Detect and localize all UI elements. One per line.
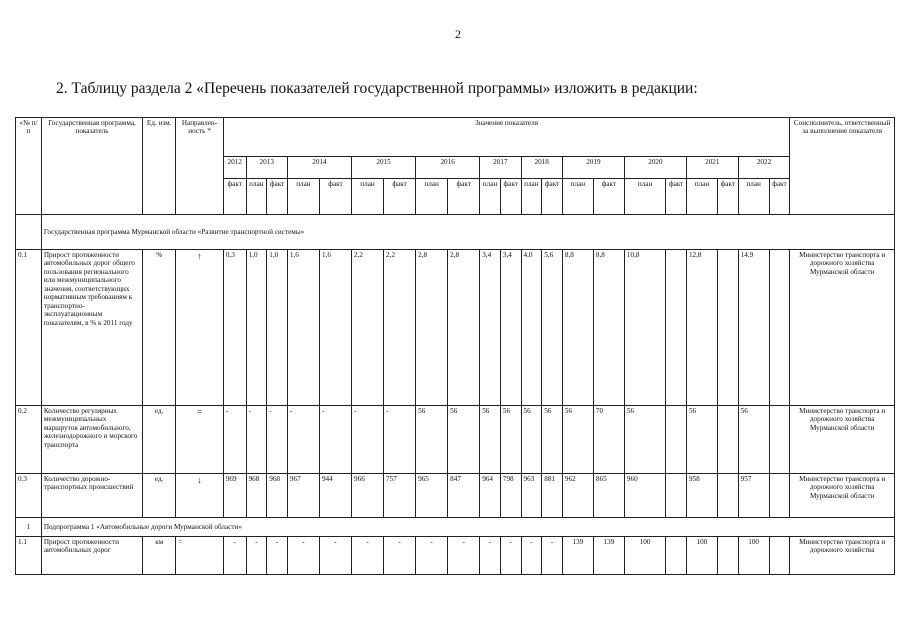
row-executor: Министерство транспорта и дорожного хозяйства Мурманской области (790, 250, 895, 406)
value-cell: 100 (738, 537, 769, 575)
subcol-cell: план (562, 179, 593, 215)
value-cell: 1,0 (267, 250, 288, 406)
row-num: 0.3 (16, 474, 42, 518)
value-cell: - (246, 406, 267, 474)
value-cell: 2,8 (416, 250, 448, 406)
header-program: Государственная программа, показатель (41, 118, 142, 215)
row-num: 0.1 (16, 250, 42, 406)
header-direction: Направлен-ность * (176, 118, 224, 215)
value-cell: - (287, 537, 319, 575)
page-number: 2 (455, 27, 461, 41)
value-cell: - (480, 537, 501, 575)
value-cell: - (223, 537, 246, 575)
value-cell: - (246, 537, 267, 575)
value-cell (769, 474, 790, 518)
value-cell: 960 (624, 474, 665, 518)
value-cell: - (223, 406, 246, 474)
table-row (16, 406, 895, 474)
value-cell: - (267, 537, 288, 575)
header-value-group: Значение показателя (223, 118, 790, 157)
year-cell: 2013 (246, 157, 287, 179)
value-cell: 2,8 (448, 250, 480, 406)
value-cell: 847 (448, 474, 480, 518)
subcol-cell: план (624, 179, 665, 215)
value-cell: 965 (416, 474, 448, 518)
year-cell: 2022 (738, 157, 790, 179)
subcol-cell: факт (267, 179, 288, 215)
value-cell (666, 250, 687, 406)
subcol-cell: факт (593, 179, 624, 215)
value-cell: - (384, 537, 416, 575)
value-cell: - (352, 406, 384, 474)
value-cell: 1,6 (319, 250, 351, 406)
row-unit: ед. (143, 406, 176, 474)
year-cell: 2020 (624, 157, 686, 179)
subcol-cell: план (287, 179, 319, 215)
row-unit: км (143, 537, 176, 575)
value-cell: 14,9 (738, 250, 769, 406)
row-direction: = (176, 537, 224, 575)
value-cell: - (384, 406, 416, 474)
value-cell: - (448, 537, 480, 575)
value-cell: 56 (521, 406, 542, 474)
value-cell: 3,4 (500, 250, 521, 406)
value-cell: 12,8 (686, 250, 717, 406)
value-cell: 3,4 (480, 250, 501, 406)
row-executor: Министерство транспорта и дорожного хозяйства Мурманской области (790, 406, 895, 474)
row-name: Прирост протяженности автомобильных дорог общего пользования регионального или межмуниципального значения, соответствующих нормативным требованиям к транспортно-эксплуатационным показателям, в % к 2011 году (41, 250, 142, 406)
header-num: «№ п/п (16, 118, 42, 215)
value-cell: 8,8 (562, 250, 593, 406)
value-cell: 139 (593, 537, 624, 575)
value-cell: 70 (593, 406, 624, 474)
subcol-cell: факт (717, 179, 738, 215)
value-cell: 56 (416, 406, 448, 474)
value-cell: 1,0 (246, 250, 267, 406)
year-cell: 2018 (521, 157, 562, 179)
header-executor: Соисполнитель, ответственный за выполнение показателя (790, 118, 895, 215)
value-cell (666, 406, 687, 474)
table-row (16, 474, 895, 518)
table-row (16, 537, 895, 575)
value-cell: 56 (500, 406, 521, 474)
value-cell (666, 474, 687, 518)
indicators-table (15, 117, 895, 575)
value-cell: 8,8 (593, 250, 624, 406)
subcol-cell: факт (448, 179, 480, 215)
header-unit: Ед. изм. (143, 118, 176, 215)
year-cell: 2015 (352, 157, 416, 179)
value-cell: 100 (686, 537, 717, 575)
section-heading: 2. Таблицу раздела 2 «Перечень показателей государственной программы» изложить в редакции: (56, 80, 698, 97)
value-cell: 865 (593, 474, 624, 518)
row-executor: Министерство транспорта и дорожного хозяйства (790, 537, 895, 575)
row-unit: ед. (143, 474, 176, 518)
value-cell (666, 537, 687, 575)
row-direction: ↓ (176, 474, 224, 518)
value-cell (769, 406, 790, 474)
value-cell (717, 474, 738, 518)
value-cell: - (267, 406, 288, 474)
row-num: 0.2 (16, 406, 42, 474)
value-cell: 757 (384, 474, 416, 518)
row-direction: = (176, 406, 224, 474)
value-cell: 56 (686, 406, 717, 474)
year-cell: 2019 (562, 157, 624, 179)
value-cell: 966 (352, 474, 384, 518)
row-unit: % (143, 250, 176, 406)
subcol-cell: факт (384, 179, 416, 215)
subcol-cell: факт (500, 179, 521, 215)
value-cell: 139 (562, 537, 593, 575)
value-cell: 2,2 (352, 250, 384, 406)
subcol-cell: план (246, 179, 267, 215)
value-cell (717, 537, 738, 575)
row-name: Количество дорожно-транспортных происшествий (41, 474, 142, 518)
subcol-cell: план (352, 179, 384, 215)
value-cell: 967 (287, 474, 319, 518)
value-cell: 56 (448, 406, 480, 474)
value-cell: - (319, 537, 351, 575)
subprogram-num: 1 (16, 518, 42, 537)
value-cell: 798 (500, 474, 521, 518)
value-cell: - (352, 537, 384, 575)
subcol-cell: факт (542, 179, 563, 215)
value-cell: 100 (624, 537, 665, 575)
year-cell: 2014 (287, 157, 351, 179)
subcol-cell: план (480, 179, 501, 215)
value-cell: - (542, 537, 563, 575)
value-cell: 968 (267, 474, 288, 518)
value-cell (717, 406, 738, 474)
value-cell: 56 (738, 406, 769, 474)
row-num: 1.1 (16, 537, 42, 575)
value-cell (769, 537, 790, 575)
value-cell: 56 (562, 406, 593, 474)
value-cell: 2,2 (384, 250, 416, 406)
row-direction: ↑ (176, 250, 224, 406)
value-cell: 958 (686, 474, 717, 518)
value-cell: 957 (738, 474, 769, 518)
value-cell: - (500, 537, 521, 575)
row-name: Прирост протяженности автомобильных дорог (41, 537, 142, 575)
value-cell: 963 (521, 474, 542, 518)
table-row (16, 250, 895, 406)
value-cell: - (319, 406, 351, 474)
value-cell: 1,6 (287, 250, 319, 406)
value-cell: 0,3 (223, 250, 246, 406)
value-cell: 56 (542, 406, 563, 474)
value-cell: - (521, 537, 542, 575)
value-cell: 56 (624, 406, 665, 474)
value-cell: - (416, 537, 448, 575)
year-cell: 2021 (686, 157, 738, 179)
year-cell: 2017 (480, 157, 521, 179)
section-title: Государственная программа Мурманской области «Развитие транспортной системы» (41, 215, 894, 250)
value-cell (717, 250, 738, 406)
value-cell (769, 250, 790, 406)
subcol-cell: факт (319, 179, 351, 215)
row-name: Количество регулярных межмуниципальных маршрутов автомобильного, железнодорожного и морского транспорта (41, 406, 142, 474)
value-cell: 964 (480, 474, 501, 518)
value-cell: 56 (480, 406, 501, 474)
subcol-cell: план (416, 179, 448, 215)
year-cell: 2012 (223, 157, 246, 179)
value-cell: 881 (542, 474, 563, 518)
row-executor: Министерство транспорта и дорожного хозяйства Мурманской области (790, 474, 895, 518)
subcol-cell: план (521, 179, 542, 215)
value-cell: 10,8 (624, 250, 665, 406)
subcol-cell: факт (223, 179, 246, 215)
subcol-cell: факт (666, 179, 687, 215)
subcol-cell: план (738, 179, 769, 215)
value-cell: 944 (319, 474, 351, 518)
value-cell: 962 (562, 474, 593, 518)
subcol-cell: план (686, 179, 717, 215)
subprogram-title: Подпрограмма 1 «Автомобильные дороги Мурманской области» (41, 518, 894, 537)
value-cell: 968 (246, 474, 267, 518)
value-cell: 4,0 (521, 250, 542, 406)
subcol-cell: факт (769, 179, 790, 215)
year-cell: 2016 (416, 157, 480, 179)
value-cell: - (287, 406, 319, 474)
value-cell: 5,6 (542, 250, 563, 406)
value-cell: 969 (223, 474, 246, 518)
